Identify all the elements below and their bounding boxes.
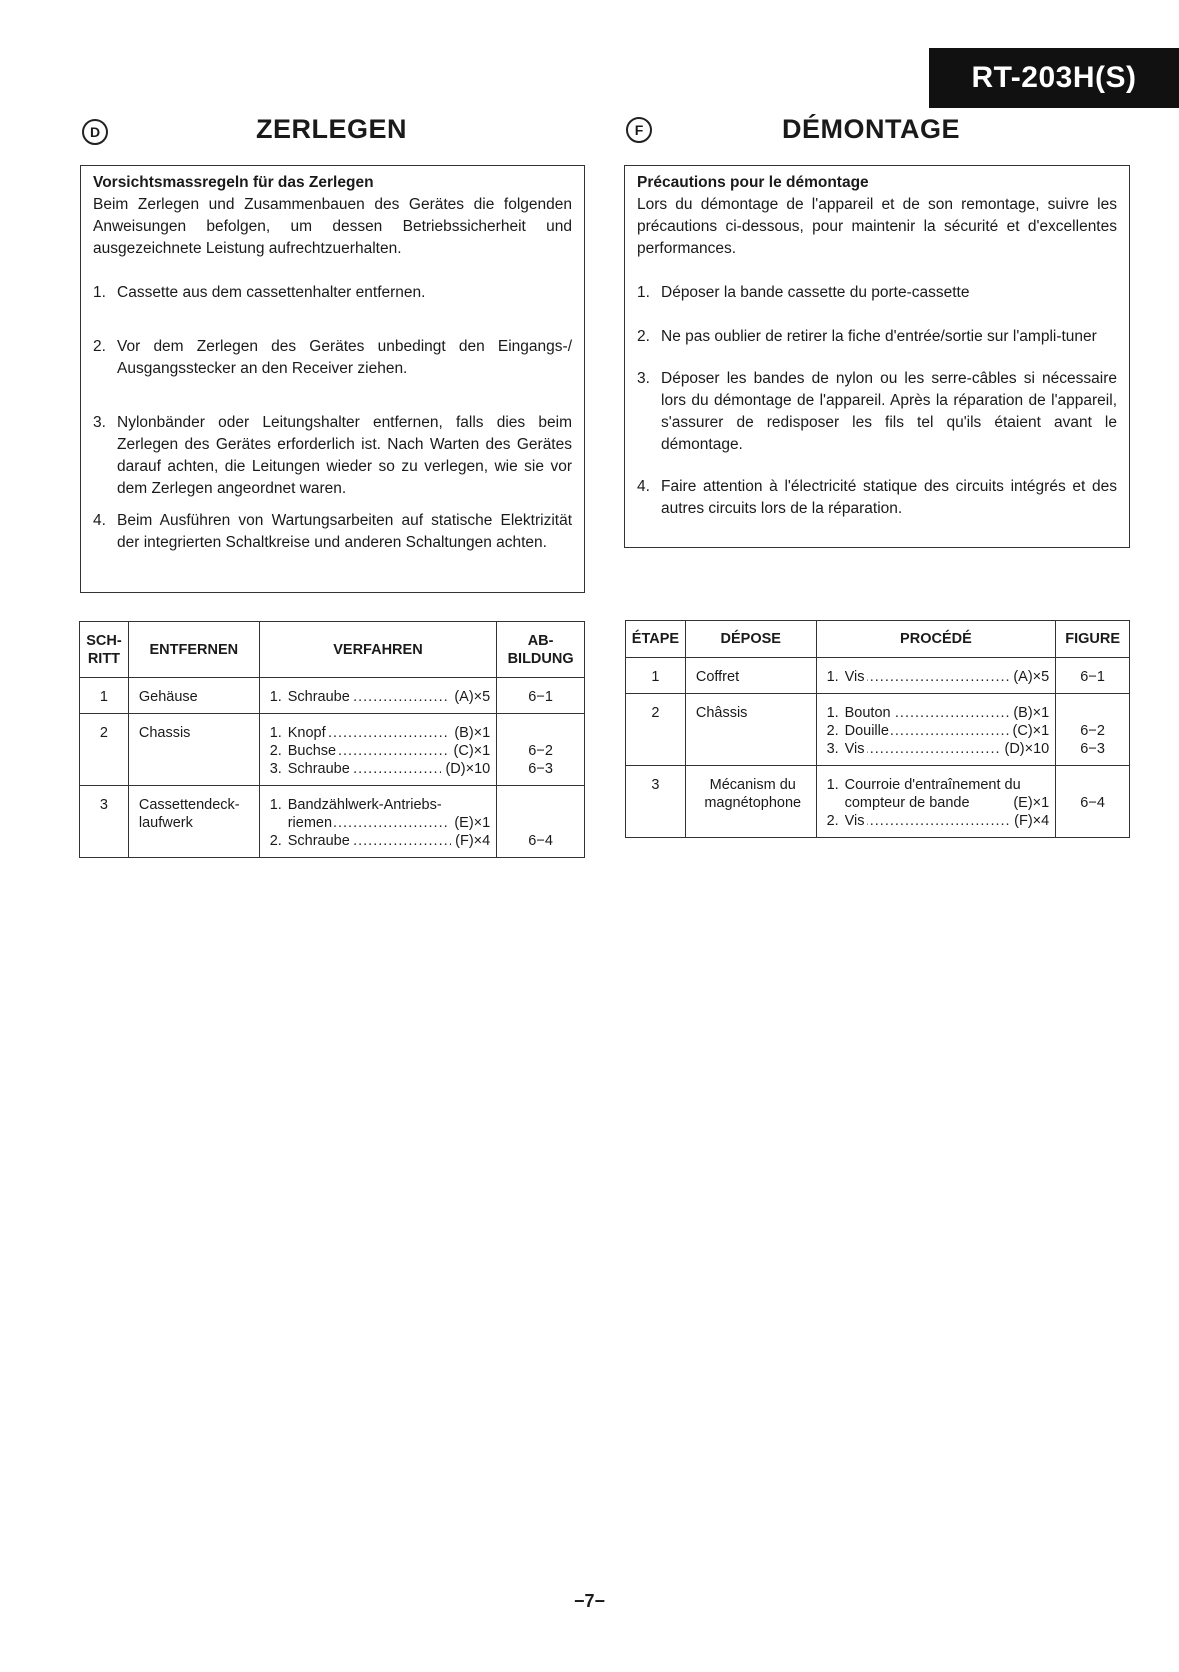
french-precaution-heading: Précautions pour le démontage [637, 174, 869, 191]
figure-line: 6−3 [1080, 741, 1105, 757]
french-step-list [637, 282, 1117, 520]
proc-quantity: (F)×4 [1014, 813, 1050, 829]
table-row [626, 694, 1130, 766]
table-header: ENTFERNEN [128, 622, 259, 678]
german-section-title: ZERLEGEN [256, 114, 408, 144]
german-precaution-text: Beim Zerlegen und Zusammenbauen des Gerätes die folgenden Anweisungen befolgen, um dessen Betriebssicherheit und ausgezeichnete Leistung aufrechtzuerhalten. [93, 196, 572, 257]
table-header: DÉPOSE [685, 621, 816, 658]
table-header: AB- BILDUNG [497, 622, 585, 678]
proc-quantity: (B)×1 [1013, 705, 1050, 721]
step-cell: 2 [626, 694, 686, 766]
proc-label: Schraube [287, 761, 350, 777]
proc-number: 2. [269, 833, 282, 849]
step-number: 3. [637, 370, 650, 387]
proc-number: 3. [269, 761, 282, 777]
step-text: Déposer les bandes de nylon ou les serre-câbles si nécessaire lors du démontage de l'appareil. Après la réparation de l'appareil, s'assurer de redisposer les fils tel qu'ils étaient avant le démontage. [661, 370, 1117, 453]
french-section-title: DÉMONTAGE [782, 114, 960, 144]
french-step [637, 368, 1117, 456]
german-step [93, 282, 572, 304]
proc-label: Schraube [287, 833, 350, 849]
proc-number: 2. [826, 813, 839, 829]
proc-label: compteur de bande [844, 795, 970, 811]
proc-quantity: (D)×10 [1004, 741, 1050, 757]
proc-quantity: (F)×4 [455, 833, 491, 849]
proc-label-first: Bandzählwerk-Antriebs- [287, 797, 442, 813]
table-header: SCH- RITT [80, 622, 129, 678]
procedure-cell [259, 678, 496, 714]
table-row [80, 786, 585, 858]
step-number: 1. [93, 284, 106, 301]
figure-line [497, 796, 584, 814]
german-language-mark: D [82, 119, 108, 145]
figure-line [1056, 704, 1129, 722]
french-precautions-box [624, 165, 1130, 548]
german-disassembly-table [79, 621, 585, 858]
table-header: VERFAHREN [259, 622, 496, 678]
french-step [637, 476, 1117, 520]
figure-line: 6−4 [528, 833, 553, 849]
step-text: Ne pas oublier de retirer la fiche d'entrée/sortie sur l'ampli-tuner [661, 328, 1097, 345]
step-text: Déposer la bande cassette du porte-cassette [661, 284, 970, 301]
figure-cell [497, 714, 585, 786]
step-cell: 2 [80, 714, 129, 786]
proc-number: 1. [826, 777, 839, 793]
table-row [80, 714, 585, 786]
proc-quantity: (E)×1 [454, 815, 491, 831]
table-row [626, 658, 1130, 694]
step-text: Cassette aus dem cassettenhalter entfernen. [117, 284, 426, 301]
proc-number: 2. [269, 743, 282, 759]
figure-line [1056, 776, 1129, 794]
figure-line: 6−3 [528, 761, 553, 777]
proc-label: Buchse [287, 743, 337, 759]
table-header: ÉTAPE [626, 621, 686, 658]
figure-cell [1056, 766, 1130, 838]
step-number: 4. [637, 478, 650, 495]
figure-line [497, 724, 584, 742]
proc-quantity: (A)×5 [1013, 669, 1050, 685]
proc-quantity: (E)×1 [1013, 795, 1050, 811]
proc-number: 2. [826, 723, 839, 739]
procedure-cell [259, 714, 496, 786]
table-header: PROCÉDÉ [816, 621, 1056, 658]
german-step [93, 412, 572, 500]
step-cell: 1 [80, 678, 129, 714]
proc-label: Bouton [844, 705, 891, 721]
german-step [93, 336, 572, 380]
step-text: Faire attention à l'électricité statique des circuits intégrés et des autres circuits lors de la réparation. [661, 478, 1117, 517]
proc-quantity: (B)×1 [454, 725, 491, 741]
proc-quantity: (A)×5 [454, 689, 491, 705]
procedure-cell [816, 658, 1056, 694]
step-number: 1. [637, 284, 650, 301]
table-row [626, 766, 1130, 838]
procedure-cell [816, 694, 1056, 766]
proc-label: Vis [844, 669, 865, 685]
procedure-cell [816, 766, 1056, 838]
table-header: FIGURE [1056, 621, 1130, 658]
proc-number: 1. [269, 689, 282, 705]
figure-line: 6−2 [528, 743, 553, 759]
proc-label-first: Courroie d'entraînement du [844, 777, 1021, 793]
part-cell: Chassis [128, 714, 259, 786]
proc-label: Knopf [287, 725, 326, 741]
figure-cell: 6−1 [497, 678, 585, 714]
proc-quantity: (C)×1 [1012, 723, 1050, 739]
step-cell: 1 [626, 658, 686, 694]
german-step [93, 510, 572, 554]
step-number: 4. [93, 512, 106, 529]
table-row [80, 678, 585, 714]
figure-cell [1056, 694, 1130, 766]
french-language-mark: F [626, 117, 652, 143]
part-cell: Mécanism du magnétophone [685, 766, 816, 838]
proc-number: 1. [826, 669, 839, 685]
part-cell: Gehäuse [128, 678, 259, 714]
step-cell: 3 [626, 766, 686, 838]
proc-label: Schraube [287, 689, 350, 705]
proc-number: 1. [826, 705, 839, 721]
proc-label: Vis [844, 813, 865, 829]
step-text: Beim Ausführen von Wartungsarbeiten auf statische Elektrizität der integrierten Schaltkreise und anderen Schaltungen achten. [117, 512, 572, 551]
german-precaution-heading: Vorsichtsmassregeln für das Zerlegen [93, 174, 374, 191]
proc-quantity: (D)×10 [445, 761, 491, 777]
figure-line: 6−4 [1080, 795, 1105, 811]
step-text: Vor dem Zerlegen des Gerätes unbedingt den Eingangs-/ Ausgangsstecker an den Receiver ziehen. [117, 338, 572, 377]
german-precautions-box [80, 165, 585, 593]
figure-cell [497, 786, 585, 858]
german-step-list [93, 282, 572, 554]
proc-number: 1. [269, 797, 282, 813]
proc-quantity: (C)×1 [453, 743, 491, 759]
step-number: 2. [637, 328, 650, 345]
model-badge: RT-203H(S) [929, 48, 1179, 108]
part-cell: Châssis [685, 694, 816, 766]
step-cell: 3 [80, 786, 129, 858]
proc-label: riemen [287, 815, 333, 831]
proc-label: Vis [844, 741, 865, 757]
figure-line [497, 814, 584, 832]
page-number: −7− [573, 1591, 606, 1611]
figure-cell: 6−1 [1056, 658, 1130, 694]
step-text: Nylonbänder oder Leitungshalter entfernen, falls dies beim Zerlegen des Gerätes erforderlich ist. Nach Warten des Gerätes darauf achten, die Leitungen wieder so zu verlegen, wie sie vor dem Zerlegen angeordnet waren. [117, 414, 572, 497]
part-cell: Cassettendeck- laufwerk [128, 786, 259, 858]
french-step [637, 282, 1117, 304]
step-number: 3. [93, 414, 106, 431]
proc-number: 1. [269, 725, 282, 741]
proc-number: 3. [826, 741, 839, 757]
french-step [637, 326, 1117, 348]
french-precaution-text: Lors du démontage de l'appareil et de son remontage, suivre les précautions ci-dessous, pour maintenir la sécurité et d'excellentes performances. [637, 196, 1117, 257]
part-cell: Coffret [685, 658, 816, 694]
french-disassembly-table [625, 620, 1130, 838]
procedure-cell [259, 786, 496, 858]
step-number: 2. [93, 338, 106, 355]
figure-line: 6−2 [1080, 723, 1105, 739]
proc-label: Douille [844, 723, 889, 739]
